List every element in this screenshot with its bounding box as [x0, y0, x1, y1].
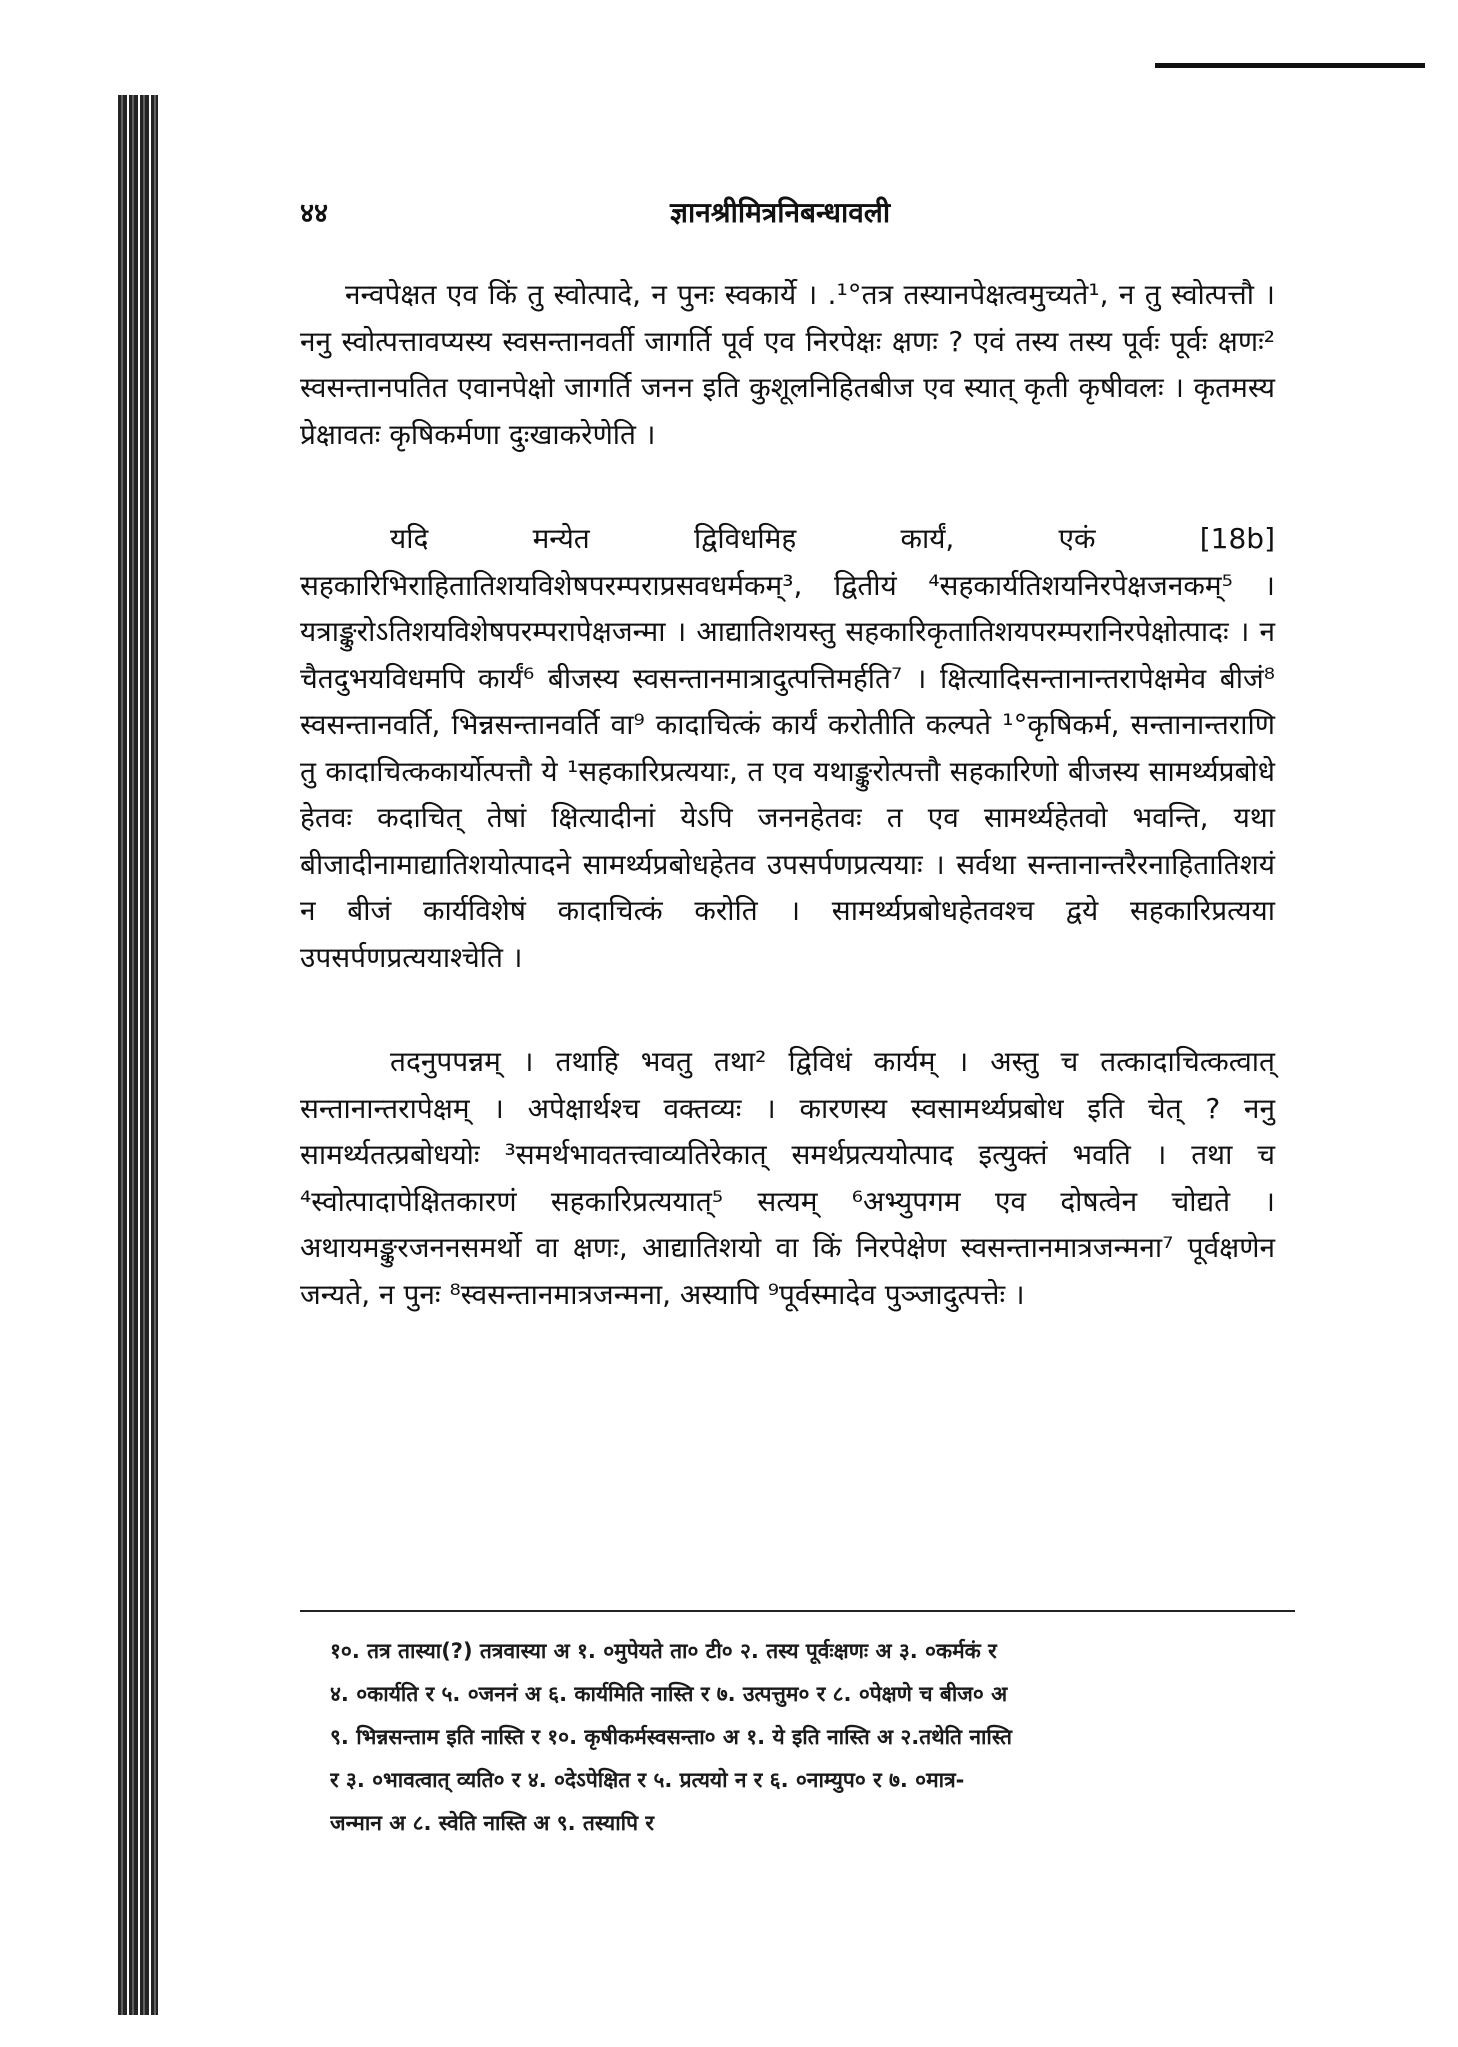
top-rule	[1155, 63, 1425, 68]
footnote-line-1: १०. तत्र तास्या(?) तत्रवास्या अ १. ०मुपेयते ता० टी० २. तस्य पूर्वःक्षणः अ ३. ०कर्मकं र	[330, 1639, 997, 1663]
footnote-divider	[300, 1610, 1295, 1612]
paragraph-2: यदि मन्येत द्विविधमिह कार्यं, एकं [18b] सहकारिभिराहितातिशयविशेषपरम्पराप्रसवधर्मकम्³, द्वितीयं ⁴सहकार्यतिशयनिरपेक्षजनकम्⁵ । यत्राङ्कुरोऽतिशयविशेषपरम्परापेक्षजन्मा । आद्यातिशयस्तु सहकारिकृतातिशयपरम्परानिरपेक्षोत्पादः । न चैतदुभयविधमपि कार्यं⁶ बीजस्य स्वसन्तानमात्रादुत्पत्तिमर्हति⁷ । क्षित्यादिसन्तानान्तरापेक्षमेव बीजं⁸ स्वसन्तानवर्ति, भिन्नसन्तानवर्ति वा⁹ कादाचित्कं कार्यं करोतीति कल्पते ¹°कृषिकर्म, सन्तानान्तराणि तु कादाचित्ककार्योत्पत्तौ ये ¹सहकारिप्रत्ययाः, त एव यथाङ्कुरोत्पत्तौ सहकारिणो बीजस्य सामर्थ्यप्रबोधे हेतवः कदाचित् तेषां क्षित्यादीनां येऽपि जननहेतवः त एव सामर्थ्यहेतवो भवन्ति, यथा बीजादीनामाद्यातिशयोत्पादने सामर्थ्यप्रबोधहेतव उपसर्पणप्रत्ययाः । सर्वथा सन्तानान्तरैरनाहितातिशयं न बीजं कार्यविशेषं कादाचित्कं करोति । सामर्थ्यप्रबोधहेतवश्च द्वये सहकारिप्रत्यया उपसर्पणप्रत्ययाश्चेति ।	[300, 522, 1275, 974]
footnote-line-5: जन्मान अ ८. स्वेति नास्ति अ ९. तस्यापि र	[330, 1811, 654, 1835]
binding-edge-shadow	[118, 95, 158, 2015]
footnote-line-3: ९. भिन्नसन्ताम इति नास्ति र १०. कृषीकर्मस्वसन्ता० अ १. ये इति नास्ति अ २.तथेति नास्ति	[330, 1725, 1013, 1749]
footnote-line-4: र ३. ०भावत्वात् व्यति० र ४. ०देऽपेक्षित र ५. प्रत्ययो न र ६. ०नाम्युप० र ७. ०मात्र-	[330, 1768, 965, 1792]
page-header	[300, 193, 1275, 233]
running-head: ज्ञानश्रीमित्रनिबन्धावली	[670, 196, 891, 229]
paragraph-1: नन्वपेक्षत एव किं तु स्वोत्पादे, न पुनः स्वकार्ये । .¹°तत्र तस्यानपेक्षत्वमुच्यते¹, न तु स्वोत्पत्तौ । ननु स्वोत्पत्तावप्यस्य स्वसन्तानवर्ती जागर्ति पूर्व एव निरपेक्षः क्षणः ? एवं तस्य तस्य पूर्वः पूर्वः क्षणः² स्वसन्तानपतित एवानपेक्षो जागर्ति जनन इति कुशूलनिहितबीज एव स्यात् कृती कृषीवलः । कृतमस्य प्रेक्षावतः कृषिकर्मणा दुःखाकरेणेति ।	[300, 278, 1275, 451]
footnotes	[330, 1630, 1290, 1845]
page-number: ४४	[300, 198, 329, 229]
footnote-line-2: ४. ०कार्यति र ५. ०जननं अ ६. कार्यमिति नास्ति र ७. उत्पत्तुम० र ८. ०पेक्षणे च बीज० अ	[330, 1682, 1008, 1706]
paragraph-3: तदनुपपन्नम् । तथाहि भवतु तथा² द्विविधं कार्यम् । अस्तु च तत्कादाचित्कत्वात् सन्तानान्तरापेक्षम् । अपेक्षार्थश्च वक्तव्यः । कारणस्य स्वसामर्थ्यप्रबोध इति चेत् ? ननु सामर्थ्यतत्प्रबोधयोः ³समर्थभावतत्त्वाव्यतिरेकात् समर्थप्रत्ययोत्पाद इत्युक्तं भवति । तथा च ⁴स्वोत्पादापेक्षितकारणं सहकारिप्रत्ययात्⁵ सत्यम् ⁶अभ्युपगम एव दोषत्वेन चोद्यते । अथायमङ्कुरजननसमर्थो वा क्षणः, आद्यातिशयो वा किं निरपेक्षेण स्वसन्तानमात्रजन्मना⁷ पूर्वक्षणेन जन्यते, न पुनः ⁸स्वसन्तानमात्रजन्मना, अस्यापि ⁹पूर्वस्मादेव पुञ्जादुत्पत्तेः ।	[300, 1045, 1275, 1311]
body-text	[300, 272, 1275, 1318]
